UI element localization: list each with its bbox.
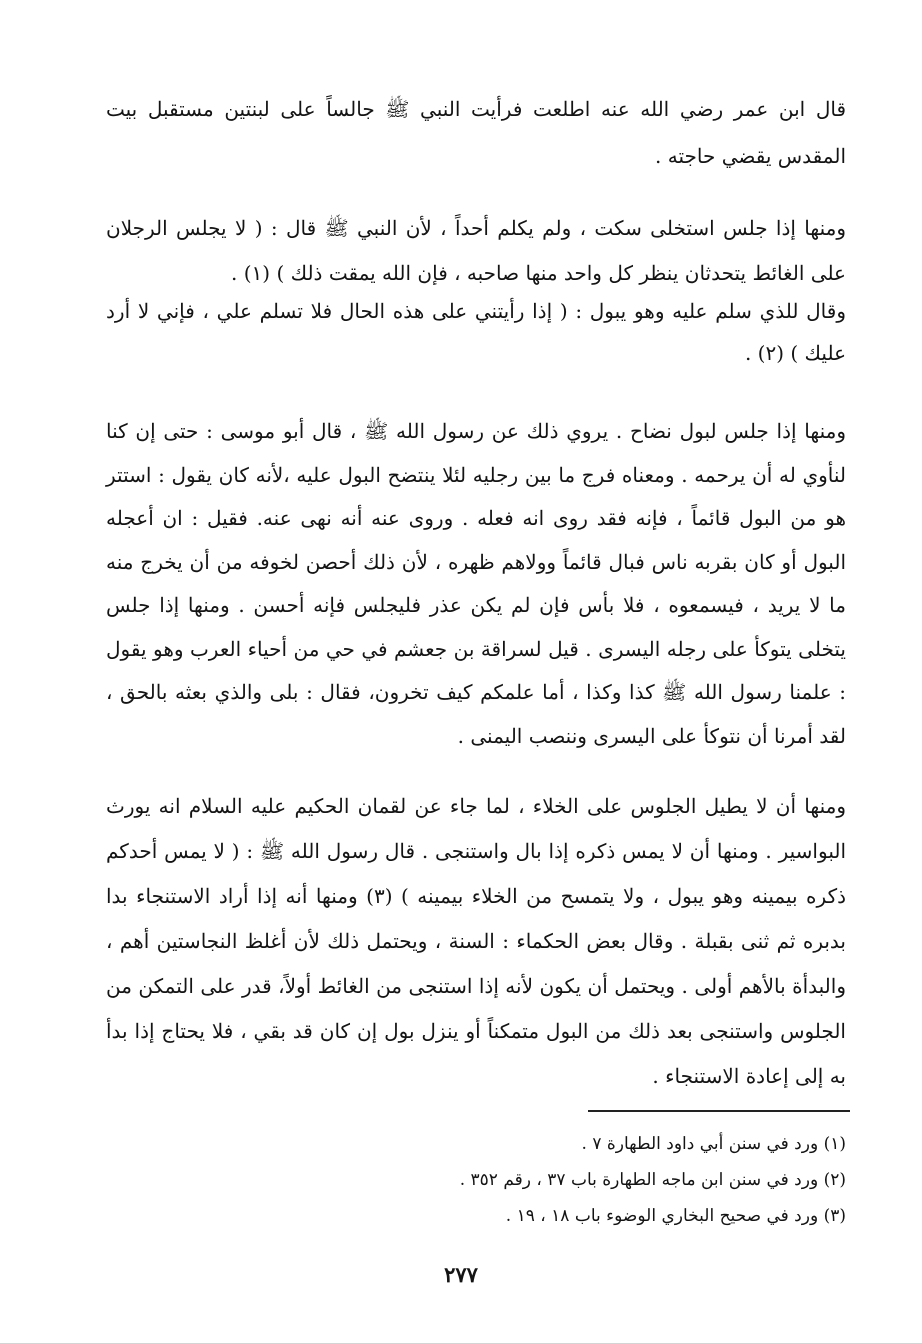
paragraph-greeting: وقال للذي سلم عليه وهو يبول : ( إذا رأيتني على هذه الحال فلا تسلم علي ، فإني لا أرد عليك ) (٢) . [106, 299, 846, 365]
footnote-2: (٢) ورد في سنن ابن ماجه الطهارة باب ٣٧ ، رقم ٣٥٢ . [459, 1170, 846, 1190]
footnote-divider [588, 1110, 850, 1112]
footnotes-list [286, 1126, 846, 1234]
footnote-1: (١) ورد في سنن أبي داود الطهارة ٧ . [581, 1134, 846, 1154]
paragraph-silence: ومنها إذا جلس استخلى سكت ، ولم يكلم أحداً ، لأن النبي ﷺ قال : ( لا يجلس الرجلان على الغائط يتحدثان ينظر كل واحد منها صاحبه ، فإن الله يمقت ذلك ) (١) . [106, 216, 846, 285]
paragraph-istinja: ومنها أن لا يطيل الجلوس على الخلاء ، لما جاء عن لقمان الحكيم عليه السلام انه يورث البواسير . ومنها أن لا يمس ذكره إذا بال واستنجى . قال رسول الله ﷺ : ( لا يمس أحدكم ذكره بيمينه وهو يبول ، ولا يتمسح من الخلاء بيمينه ) (٣) ومنها أنه إذا أراد الاستنجاء بدا بدبره ثم ثنى بقبلة . وقال بعض الحكماء : السنة ، ويحتمل ذلك لأن أغلظ النجاستين أهم ، والبدأة بالأهم أولى . ويحتمل أن يكون لأنه إذا استنجى من الغائط أولاً، قدر على التمكن من الجلوس واستنجى بعد ذلك من البول متمكناً أو ينزل بول إن كان قد بقي ، فلا يحتاج إذا بدأ به إلى إعادة الاستنجاء . [106, 794, 847, 1088]
paragraph-sitting-posture: ومنها إذا جلس لبول نضاح . يروي ذلك عن رسول الله ﷺ ، قال أبو موسى : حتى إن كنا لنأوي له أن يرحمه . ومعناه فرج ما بين رجليه لئلا ينتضح البول عليه ،لأنه كان يقول : استتر هو من البول قائماً ، فإنه فقد روى انه فعله . وروى عنه أنه نهى عنه. فقيل : ان أعجله البول أو كان بقربه ناس فبال قائماً وولاهم ظهره ، لأن ذلك أحصن لخوفه من أن يخرج منه ما لا يريد ، فيسمعوه ، فلا بأس فإن لم يكن عذر فليجلس فإنه أحسن . ومنها إذا جلس يتخلى يتوكأ على رجله اليسرى . قيل لسراقة بن جعشم في حي من أحياء العرب وهو يقول : علمنا رسول الله ﷺ كذا وكذا ، أما علمكم كيف تخرون، فقال : بلى والذي بعثه بالحق ، لقد أمرنا أن نتوكأ على اليسرى وننصب اليمنى . [106, 419, 847, 748]
paragraph-ibn-umar: قال ابن عمر رضي الله عنه اطلعت فرأيت النبي ﷺ جالساً على لبنتين مستقبل بيت المقدس يقضي حاجته . [106, 97, 846, 168]
footnote-3: (٣) ورد في صحيح البخاري الوضوء باب ١٨ ، ١٩ . [505, 1206, 846, 1226]
page-number: ٢٧٧ [444, 1262, 478, 1287]
